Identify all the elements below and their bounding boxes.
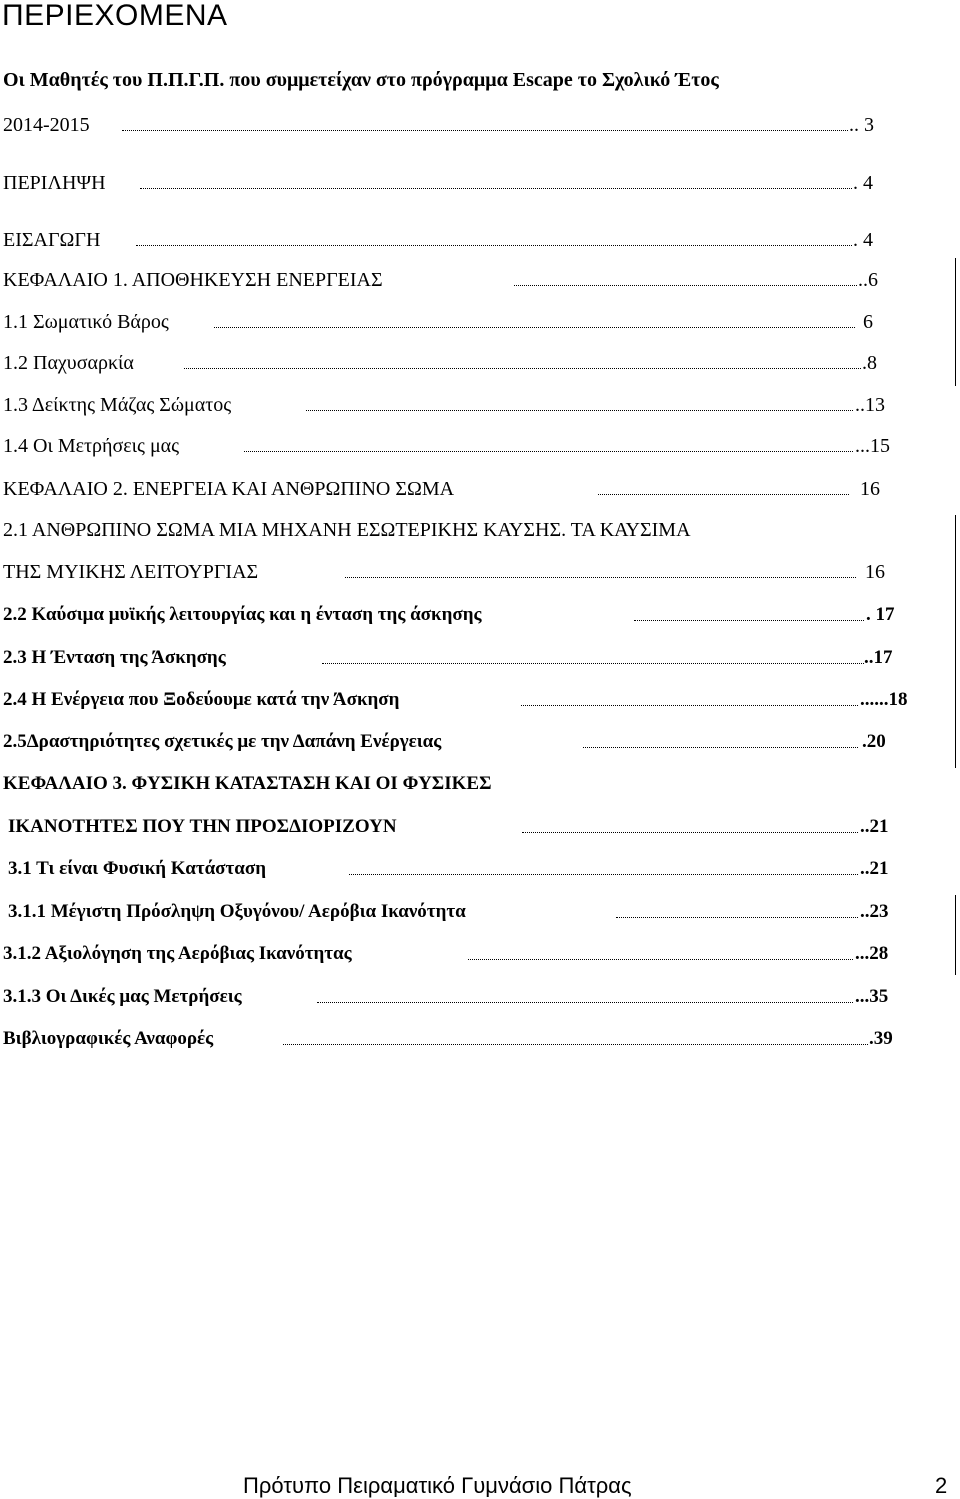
toc-dot-leader xyxy=(521,705,858,706)
toc-entry-page: ..21 xyxy=(860,816,889,837)
toc-dot-leader xyxy=(514,285,857,286)
toc-entry-page: . 4 xyxy=(853,172,873,194)
toc-entry-title: 3.1.3 Οι Δικές μας Μετρήσεις xyxy=(3,986,242,1007)
toc-dot-leader xyxy=(244,451,853,452)
toc-entry-page: ..13 xyxy=(855,394,885,416)
toc-entry-title: 1.4 Οι Μετρήσεις μας xyxy=(3,435,180,457)
toc-entry-title: 2.5Δραστηριότητες σχετικές με την Δαπάνη Ενέργειας xyxy=(3,731,442,752)
margin-bar-middle xyxy=(955,515,956,768)
toc-entry-page: .. 3 xyxy=(849,114,874,136)
toc-entry-page: ..6 xyxy=(858,269,878,291)
toc-dot-leader xyxy=(349,874,858,875)
toc-dot-leader xyxy=(283,1044,868,1045)
toc-dot-leader xyxy=(345,577,856,578)
toc-entry-page: ...15 xyxy=(855,435,890,457)
toc-dot-leader xyxy=(317,1002,853,1003)
margin-bar-top xyxy=(955,258,956,386)
toc-entry-title: ΚΕΦΑΛΑΙΟ 3. ΦΥΣΙΚΗ ΚΑΤΑΣΤΑΣΗ ΚΑΙ ΟΙ ΦΥΣΙΚΕΣ xyxy=(3,773,492,794)
toc-entry-page: 16 xyxy=(860,478,880,500)
toc-entry-title: 2.3 Η Ένταση της Άσκησης xyxy=(3,647,226,668)
toc-dot-leader xyxy=(136,245,852,246)
toc-dot-leader xyxy=(214,327,855,328)
toc-entry-page: ..23 xyxy=(860,901,889,922)
toc-entry-title: 3.1 Τι είναι Φυσική Κατάσταση xyxy=(8,858,267,879)
toc-dot-leader xyxy=(322,663,864,664)
toc-entry-page: 16 xyxy=(865,561,885,583)
toc-entry-title: 3.1.1 Μέγιστη Πρόσληψη Οξυγόνου/ Αερόβια Ικανότητα xyxy=(8,901,466,922)
toc-entry-title: 3.1.2 Αξιολόγηση της Αερόβιας Ικανότητας xyxy=(3,943,352,964)
toc-entry-title: ΤΗΣ ΜΥΙΚΗΣ ΛΕΙΤΟΥΡΓΙΑΣ xyxy=(3,561,259,583)
toc-entry-page: ...35 xyxy=(855,986,889,1007)
toc-entry-page: ..17 xyxy=(864,647,893,668)
toc-entry-page: ..21 xyxy=(860,858,889,879)
toc-dot-leader xyxy=(184,368,861,369)
toc-dot-leader xyxy=(468,959,853,960)
page-title: ΠΕΡΙΕΧΟΜΕΝΑ xyxy=(2,0,228,32)
toc-dot-leader xyxy=(122,130,848,131)
toc-dot-leader xyxy=(522,832,858,833)
footer-page-number: 2 xyxy=(935,1473,948,1498)
toc-entry-title: 2014-2015 xyxy=(3,114,90,136)
toc-entry-page: .39 xyxy=(869,1028,893,1049)
toc-dot-leader xyxy=(598,494,849,495)
toc-entry-page: . 4 xyxy=(853,229,873,251)
toc-entry-title: ΙΚΑΝΟΤΗΤΕΣ ΠΟΥ ΤΗΝ ΠΡΟΣΔΙΟΡΙΖΟΥΝ xyxy=(8,816,397,837)
toc-entry-page: .8 xyxy=(862,352,877,374)
toc-dot-leader xyxy=(616,917,858,918)
toc-entry-page: . 17 xyxy=(866,604,895,625)
toc-dot-leader xyxy=(634,620,864,621)
toc-dot-leader xyxy=(140,188,852,189)
toc-entry-page: ...28 xyxy=(855,943,889,964)
toc-entry-title: ΚΕΦΑΛΑΙΟ 2. ΕΝΕΡΓΕΙΑ ΚΑΙ ΑΝΘΡΩΠΙΝΟ ΣΩΜΑ xyxy=(3,478,455,500)
toc-entry-title: ΠΕΡΙΛΗΨΗ xyxy=(3,172,106,194)
toc-entry-title: 1.1 Σωματικό Βάρος xyxy=(3,311,169,333)
toc-dot-leader xyxy=(583,747,858,748)
footer-school-name: Πρότυπο Πειραματικό Γυμνάσιο Πάτρας xyxy=(243,1473,632,1498)
toc-entry-title: 1.2 Παχυσαρκία xyxy=(3,352,134,374)
toc-entry-page: .20 xyxy=(862,731,886,752)
toc-entry-page: ......18 xyxy=(860,689,908,710)
toc-entry-title: ΕΙΣΑΓΩΓΗ xyxy=(3,229,101,251)
toc-entry-title: 1.3 Δείκτης Μάζας Σώματος xyxy=(3,394,232,416)
toc-entry-title: 2.2 Καύσιμα μυϊκής λειτουργίας και η ένταση της άσκησης xyxy=(3,604,482,625)
toc-entry-title: Οι Μαθητές του Π.Π.Γ.Π. που συμμετείχαν στο πρόγραμμα Escape το Σχολικό Έτος xyxy=(3,69,719,91)
toc-entry-title: 2.1 ΑΝΘΡΩΠΙΝΟ ΣΩΜΑ ΜΙΑ ΜΗΧΑΝΗ ΕΣΩΤΕΡΙΚΗΣ ΚΑΥΣΗΣ. ΤΑ ΚΑΥΣΙΜΑ xyxy=(3,519,691,541)
toc-dot-leader xyxy=(306,410,853,411)
toc-entry-page: 6 xyxy=(863,311,873,333)
toc-entry-title: 2.4 Η Ενέργεια που Ξοδεύουμε κατά την Άσκηση xyxy=(3,689,400,710)
toc-entry-title: ΚΕΦΑΛΑΙΟ 1. ΑΠΟΘΗΚΕΥΣΗ ΕΝΕΡΓΕΙΑΣ xyxy=(3,269,383,291)
toc-entry-title: Βιβλιογραφικές Αναφορές xyxy=(3,1028,214,1049)
margin-bar-bottom xyxy=(955,895,956,975)
